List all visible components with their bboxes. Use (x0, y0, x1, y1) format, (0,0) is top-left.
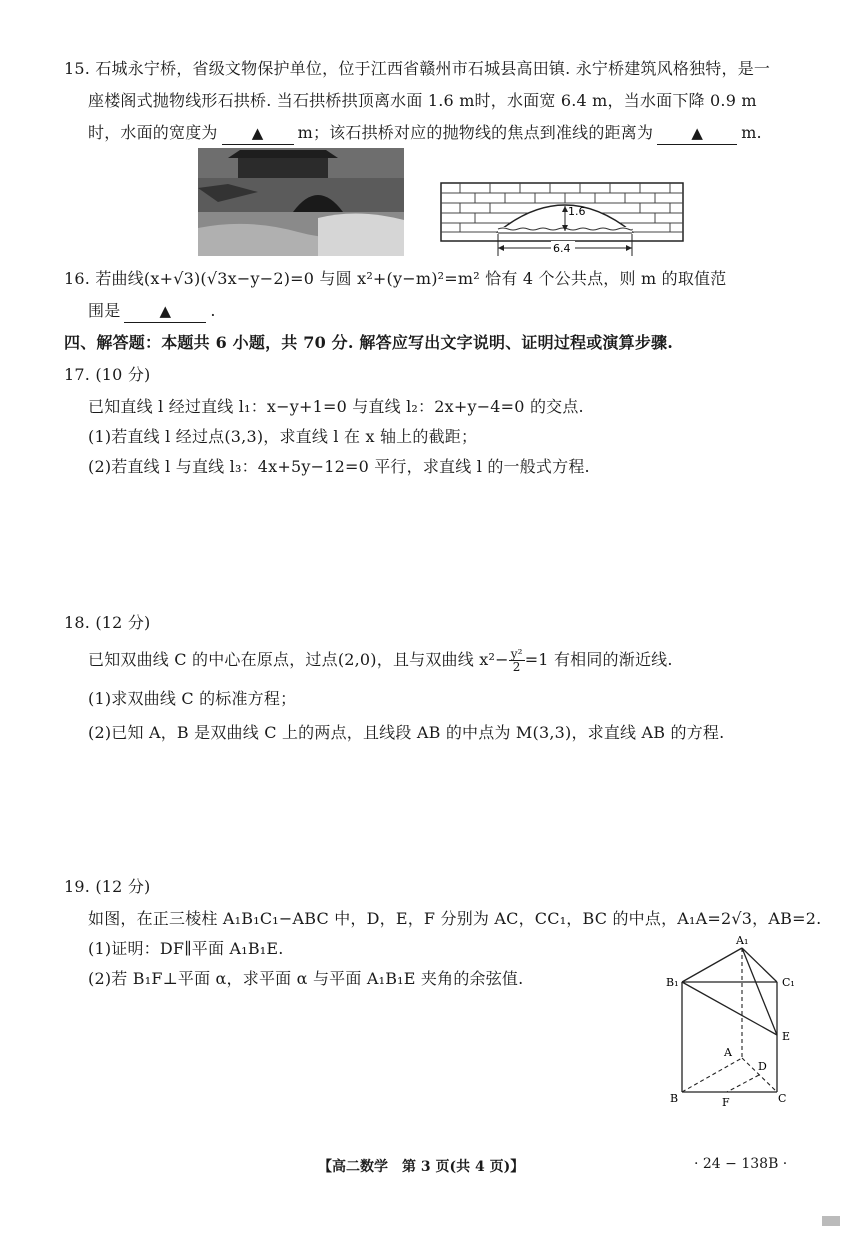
fraction-denominator: 2 (512, 660, 521, 674)
blank-triangle-icon: ▲ (251, 124, 264, 142)
q18-stem-post: =1 有相同的渐近线. (524, 650, 673, 669)
q17-part2: (2)若直线 l 与直线 l₃：4x+5y−12=0 平行，求直线 l 的一般式方程. (88, 457, 590, 476)
q19-part1: (1)证明：DF∥平面 A₁B₁E. (88, 939, 284, 958)
label-D: D (758, 1060, 767, 1073)
q17-part1: (1)若直线 l 经过点(3,3)，求直线 l 在 x 轴上的截距； (88, 427, 478, 446)
label-C1: C₁ (782, 976, 795, 989)
q16-line2-end: . (210, 301, 216, 320)
bridge-diagram (440, 182, 684, 260)
diagram-width-label: 6.4 (553, 242, 571, 255)
q18-stem-pre: 已知双曲线 C 的中心在原点，过点(2,0)，且与双曲线 x²− (88, 650, 509, 669)
label-B: B (670, 1092, 679, 1105)
q15-line2: 座楼阁式抛物线形石拱桥. 当石拱桥拱顶离水面 1.6 m时，水面宽 6.4 m，当水面下降 0.9 m (88, 91, 757, 110)
corner-watermark-icon (822, 1216, 840, 1226)
q19-head: 19. (12 分) (64, 877, 151, 896)
q16-line1: 16. 若曲线(x+√3)(√3x−y−2)=0 与圆 x²+(y−m)²=m² 恰有 4 个公共点，则 m 的取值范 (64, 269, 727, 288)
q15-line3 (88, 122, 762, 145)
q16-line2-pre: 围是 (88, 301, 121, 320)
answer-blank-1 (222, 122, 294, 145)
q17-stem: 已知直线 l 经过直线 l₁：x−y+1=0 与直线 l₂：2x+y−4=0 的交点. (88, 397, 584, 416)
q18-part1: (1)求双曲线 C 的标准方程； (88, 689, 297, 708)
q18-head: 18. (12 分) (64, 613, 151, 632)
answer-blank-2 (657, 122, 737, 145)
footer-code: · 24 − 138B · (694, 1156, 788, 1172)
answer-blank-3 (124, 300, 206, 323)
blank-triangle-icon: ▲ (691, 124, 704, 142)
bridge-photo (198, 148, 404, 256)
blank-triangle-icon: ▲ (159, 302, 172, 320)
q15-line3-pre: 时，水面的宽度为 (88, 123, 218, 142)
prism-figure (662, 934, 802, 1110)
q19-stem: 如图，在正三棱柱 A₁B₁C₁−ABC 中，D，E，F 分别为 AC，CC₁，BC 的中点，A₁A=2√3，AB=2. (88, 909, 822, 928)
q16-line2 (88, 300, 216, 323)
fraction (509, 648, 525, 673)
label-B1: B₁ (666, 976, 679, 989)
q15-line3-end: m. (741, 123, 762, 142)
q19-part2: (2)若 B₁F⊥平面 α，求平面 α 与平面 A₁B₁E 夹角的余弦值. (88, 969, 524, 988)
q17-head: 17. (10 分) (64, 365, 151, 384)
q18-stem (88, 648, 673, 673)
label-E: E (782, 1030, 791, 1043)
q15-line1: 15. 石城永宁桥，省级文物保护单位，位于江西省赣州市石城县高田镇. 永宁桥建筑风格独特，是一 (64, 59, 771, 78)
fraction-numerator: y² (510, 647, 523, 661)
label-A: A (724, 1046, 732, 1059)
q18-part2: (2)已知 A，B 是双曲线 C 上的两点，且线段 AB 的中点为 M(3,3)，求直线 AB 的方程. (88, 723, 725, 742)
footer-page-info: 【高二数学 第 3 页(共 4 页)】 (318, 1159, 525, 1175)
diagram-height-label: 1.6 (568, 205, 586, 218)
label-A1: A₁ (736, 934, 749, 947)
label-F: F (722, 1096, 730, 1106)
label-C: C (778, 1092, 787, 1105)
q15-line3-mid: m；该石拱桥对应的抛物线的焦点到准线的距离为 (297, 123, 654, 142)
section4-heading: 四、解答题：本题共 6 小题，共 70 分. 解答应写出文字说明、证明过程或演算步骤. (64, 333, 673, 352)
